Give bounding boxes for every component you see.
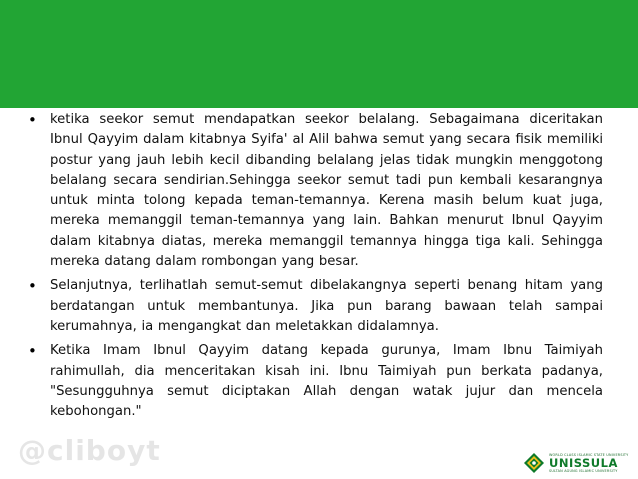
- bullet-text-3: Ketika Imam Ibnul Qayyim datang kepada gurunya, Imam Ibnu Taimiyah rahimullah, dia menceritakan kisah ini. Ibnu Taimiyah pun berkata padanya, "Sesungguhnya semut diciptakan Allah dengan watak jujur dan mencela kebohongan.": [50, 343, 603, 420]
- logo-texts: [549, 453, 628, 473]
- slide-header-band: [0, 0, 638, 108]
- bullet-symbol: •: [28, 342, 37, 361]
- unissula-logo: [523, 449, 633, 477]
- watermark-text: @cliboyt: [18, 434, 161, 467]
- bullet-item-3: [28, 341, 603, 422]
- bullet-symbol: •: [28, 277, 37, 296]
- bullet-symbol: •: [28, 111, 37, 129]
- logo-tagline-top: WORLD CLASS ISLAMIC STATE UNIVERSITY: [549, 453, 629, 457]
- logo-tagline-bottom: SULTAN AGUNG ISLAMIC UNIVERSITY: [549, 469, 618, 473]
- slide-content: [28, 110, 603, 426]
- university-emblem-icon: [523, 452, 545, 474]
- bullet-text-1: ketika seekor semut mendapatkan seekor belalang. Sebagaimana diceritakan Ibnul Qayyim dalam kitabnya Syifa' al Alil bahwa semut yang secara fisik memiliki postur yang jauh lebih kecil dibanding belalang jelas tidak mungkin menggotong belalang secara sendirian.Sehingga seekor semut tadi pun kembali kesarangnya untuk minta tolong kepada teman-temannya. Kerena masih belum kuat juga, mereka memanggil teman-temannya yang lain. Bahkan menurut Ibnul Qayyim dalam kitabnya diatas, mereka memanggil temannya hingga tiga kali. Sehingga mereka datang dalam rombongan yang besar.: [50, 112, 603, 270]
- bullet-text-2: Selanjutnya, terlihatlah semut-semut dibelakangnya seperti benang hitam yang berdatangan untuk membantunya. Jika pun barang bawaan telah sampai kerumahnya, ia mengangkat dan meletakkan didalamnya.: [50, 278, 603, 334]
- bullet-item-2: [28, 276, 603, 337]
- logo-wordmark: UNISSULA: [549, 456, 618, 470]
- bullet-item-1: [28, 110, 603, 272]
